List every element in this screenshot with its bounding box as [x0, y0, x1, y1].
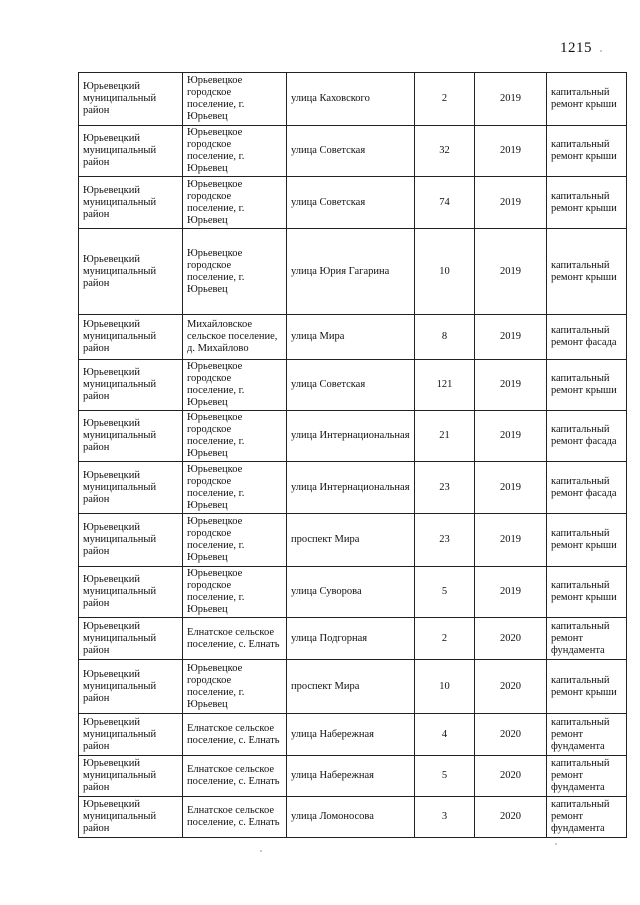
settlement-cell: Юрьевецкое городское поселение, г. Юрьевец	[183, 126, 287, 177]
street-cell: улица Набережная	[287, 714, 415, 756]
table-row	[79, 177, 627, 229]
district-cell: Юрьевецкий муниципальный район	[79, 126, 183, 177]
scan-speck	[555, 843, 557, 845]
table-row	[79, 714, 627, 756]
settlement-cell: Юрьевецкое городское поселение, г. Юрьевец	[183, 462, 287, 514]
settlement-cell: Елнатское сельское поселение, с. Елнать	[183, 714, 287, 756]
year-cell: 2020	[475, 714, 547, 756]
district-cell: Юрьевецкий муниципальный район	[79, 618, 183, 660]
settlement-cell: Юрьевецкое городское поселение, г. Юрьевец	[183, 360, 287, 411]
work-type-cell: капитальный ремонт крыши	[547, 360, 627, 411]
work-type-cell: капитальный ремонт крыши	[547, 567, 627, 618]
settlement-cell: Юрьевецкое городское поселение, г. Юрьевец	[183, 177, 287, 229]
work-type-cell: капитальный ремонт фасада	[547, 411, 627, 462]
repair-schedule-table	[78, 72, 627, 838]
year-cell: 2020	[475, 618, 547, 660]
table-row	[79, 567, 627, 618]
street-cell: улица Мира	[287, 315, 415, 360]
table-row	[79, 797, 627, 838]
district-cell: Юрьевецкий муниципальный район	[79, 567, 183, 618]
work-type-cell: капитальный ремонт фундамента	[547, 756, 627, 797]
district-cell: Юрьевецкий муниципальный район	[79, 73, 183, 126]
work-type-cell: капитальный ремонт фундамента	[547, 797, 627, 838]
house-number-cell: 3	[415, 797, 475, 838]
settlement-cell: Юрьевецкое городское поселение, г. Юрьевец	[183, 567, 287, 618]
house-number-cell: 23	[415, 462, 475, 514]
year-cell: 2019	[475, 229, 547, 315]
district-cell: Юрьевецкий муниципальный район	[79, 797, 183, 838]
year-cell: 2019	[475, 462, 547, 514]
year-cell: 2020	[475, 797, 547, 838]
work-type-cell: капитальный ремонт крыши	[547, 73, 627, 126]
house-number-cell: 8	[415, 315, 475, 360]
table-row	[79, 73, 627, 126]
table-row	[79, 660, 627, 714]
street-cell: улица Набережная	[287, 756, 415, 797]
year-cell: 2019	[475, 514, 547, 567]
year-cell: 2019	[475, 411, 547, 462]
house-number-cell: 2	[415, 73, 475, 126]
year-cell: 2019	[475, 315, 547, 360]
street-cell: улица Подгорная	[287, 618, 415, 660]
district-cell: Юрьевецкий муниципальный район	[79, 660, 183, 714]
work-type-cell: капитальный ремонт крыши	[547, 126, 627, 177]
house-number-cell: 4	[415, 714, 475, 756]
work-type-cell: капитальный ремонт фундамента	[547, 714, 627, 756]
street-cell: улица Юрия Гагарина	[287, 229, 415, 315]
street-cell: улица Интернациональная	[287, 411, 415, 462]
settlement-cell: Елнатское сельское поселение, с. Елнать	[183, 797, 287, 838]
district-cell: Юрьевецкий муниципальный район	[79, 514, 183, 567]
table-row	[79, 229, 627, 315]
street-cell: проспект Мира	[287, 514, 415, 567]
settlement-cell: Елнатское сельское поселение, с. Елнать	[183, 618, 287, 660]
year-cell: 2019	[475, 360, 547, 411]
street-cell: улица Советская	[287, 126, 415, 177]
table-row	[79, 411, 627, 462]
year-cell: 2019	[475, 567, 547, 618]
district-cell: Юрьевецкий муниципальный район	[79, 177, 183, 229]
house-number-cell: 5	[415, 567, 475, 618]
house-number-cell: 5	[415, 756, 475, 797]
street-cell: улица Советская	[287, 360, 415, 411]
year-cell: 2019	[475, 73, 547, 126]
work-type-cell: капитальный ремонт крыши	[547, 660, 627, 714]
table-row	[79, 756, 627, 797]
house-number-cell: 121	[415, 360, 475, 411]
district-cell: Юрьевецкий муниципальный район	[79, 756, 183, 797]
page-number: 1215	[560, 40, 592, 56]
work-type-cell: капитальный ремонт фундамента	[547, 618, 627, 660]
scan-speck	[260, 850, 262, 852]
settlement-cell: Михайловское сельское поселение, д. Михайлово	[183, 315, 287, 360]
settlement-cell: Юрьевецкое городское поселение, г. Юрьевец	[183, 411, 287, 462]
settlement-cell: Юрьевецкое городское поселение, г. Юрьевец	[183, 514, 287, 567]
year-cell: 2020	[475, 660, 547, 714]
table-row	[79, 462, 627, 514]
work-type-cell: капитальный ремонт крыши	[547, 229, 627, 315]
house-number-cell: 10	[415, 660, 475, 714]
house-number-cell: 23	[415, 514, 475, 567]
table-row	[79, 315, 627, 360]
table-row	[79, 514, 627, 567]
house-number-cell: 74	[415, 177, 475, 229]
table-row	[79, 618, 627, 660]
district-cell: Юрьевецкий муниципальный район	[79, 315, 183, 360]
settlement-cell: Юрьевецкое городское поселение, г. Юрьевец	[183, 660, 287, 714]
district-cell: Юрьевецкий муниципальный район	[79, 360, 183, 411]
table-body	[79, 73, 627, 838]
settlement-cell: Елнатское сельское поселение, с. Елнать	[183, 756, 287, 797]
district-cell: Юрьевецкий муниципальный район	[79, 714, 183, 756]
street-cell: проспект Мира	[287, 660, 415, 714]
street-cell: улица Каховского	[287, 73, 415, 126]
district-cell: Юрьевецкий муниципальный район	[79, 411, 183, 462]
street-cell: улица Ломоносова	[287, 797, 415, 838]
work-type-cell: капитальный ремонт фасада	[547, 462, 627, 514]
settlement-cell: Юрьевецкое городское поселение, г. Юрьевец	[183, 229, 287, 315]
year-cell: 2019	[475, 126, 547, 177]
street-cell: улица Советская	[287, 177, 415, 229]
table-row	[79, 360, 627, 411]
year-cell: 2019	[475, 177, 547, 229]
house-number-cell: 2	[415, 618, 475, 660]
scan-speck	[600, 50, 602, 52]
table-row	[79, 126, 627, 177]
district-cell: Юрьевецкий муниципальный район	[79, 229, 183, 315]
house-number-cell: 10	[415, 229, 475, 315]
district-cell: Юрьевецкий муниципальный район	[79, 462, 183, 514]
house-number-cell: 21	[415, 411, 475, 462]
house-number-cell: 32	[415, 126, 475, 177]
year-cell: 2020	[475, 756, 547, 797]
street-cell: улица Интернациональная	[287, 462, 415, 514]
work-type-cell: капитальный ремонт крыши	[547, 177, 627, 229]
street-cell: улица Суворова	[287, 567, 415, 618]
settlement-cell: Юрьевецкое городское поселение, г. Юрьевец	[183, 73, 287, 126]
work-type-cell: капитальный ремонт фасада	[547, 315, 627, 360]
work-type-cell: капитальный ремонт крыши	[547, 514, 627, 567]
